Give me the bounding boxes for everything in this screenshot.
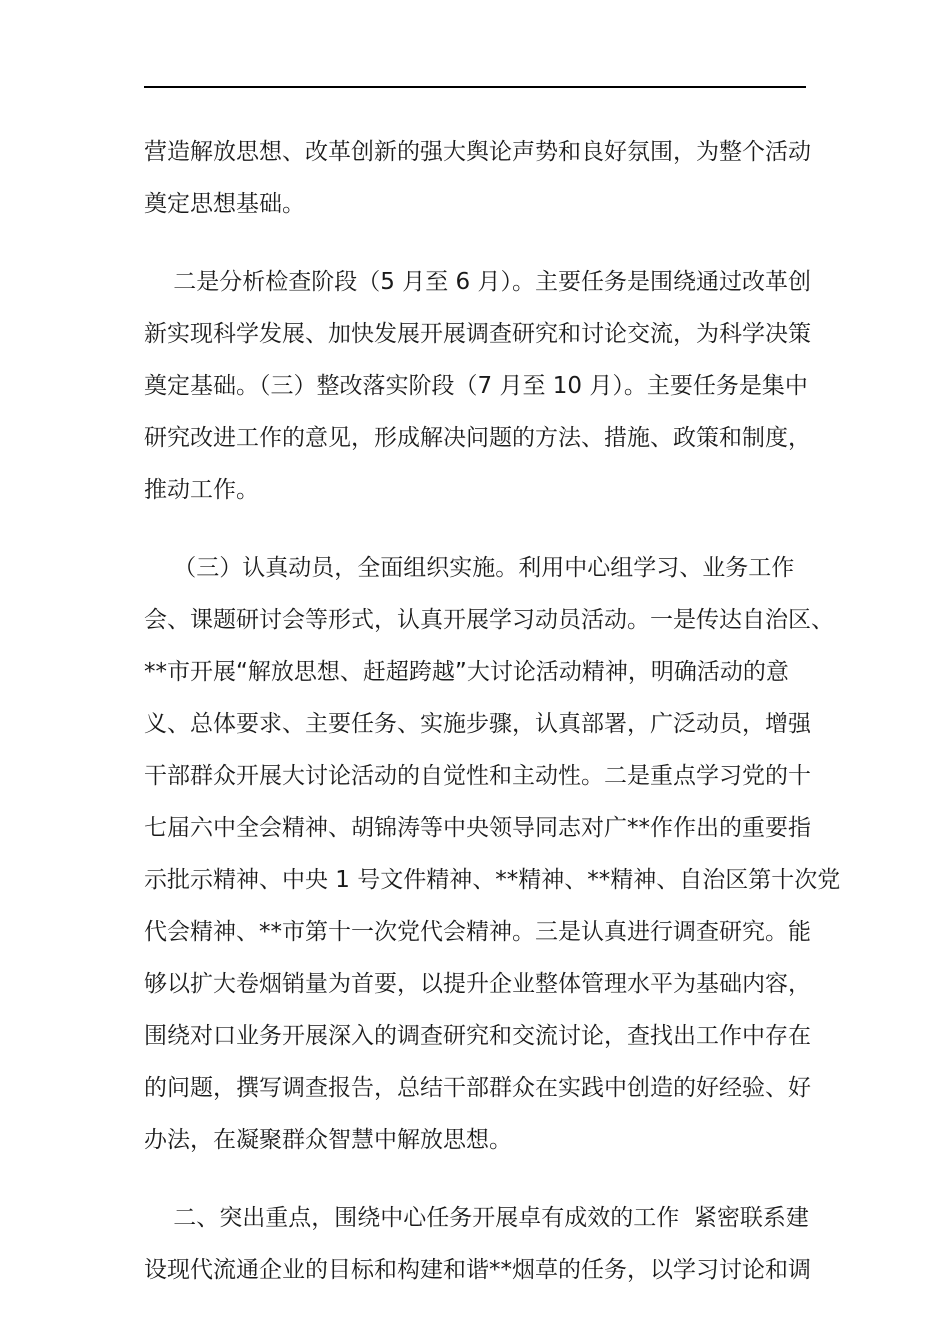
text-line: 七届六中全会精神、胡锦涛等中央领导同志对广**作作出的重要指 [144,815,811,841]
text-line: 研究改进工作的意见，形成解决问题的方法、措施、政策和制度， [144,425,811,451]
paragraph [144,542,841,1166]
text-line: 干部群众开展大讨论活动的自觉性和主动性。二是重点学习党的十 [144,763,811,789]
text-line: 办法，在凝聚群众智慧中解放思想。 [144,1127,512,1153]
paragraph [144,1192,811,1296]
text-line: 二是分析检查阶段（5 月至 6 月）。主要任务是围绕通过改革创 [144,269,811,295]
text-line: 够以扩大卷烟销量为首要，以提升企业整体管理水平为基础内容， [144,971,811,997]
text-line: **市开展“解放思想、赶超跨越”大讨论活动精神，明确活动的意 [144,659,789,685]
text-line: （三）认真动员，全面组织实施。利用中心组学习、业务工作 [144,555,795,581]
text-line: 会、课题研讨会等形式，认真开展学习动员活动。一是传达自治区、 [144,607,834,633]
paragraph [144,126,811,230]
text-line: 示批示精神、中央 1 号文件精神、**精神、**精神、自治区第十次党 [144,867,841,893]
text-line: 围绕对口业务开展深入的调查研究和交流讨论，查找出工作中存在 [144,1023,811,1049]
text-line: 奠定思想基础。 [144,191,305,217]
text-line: 营造解放思想、改革创新的强大舆论声势和良好氛围，为整个活动 [144,139,811,165]
text-line: 设现代流通企业的目标和构建和谐**烟草的任务，以学习讨论和调 [144,1257,811,1283]
text-line: 新实现科学发展、加快发展开展调查研究和讨论交流，为科学决策 [144,321,811,347]
text-line: 推动工作。 [144,477,259,503]
text-line: 奠定基础。（三）整改落实阶段（7 月至 10 月）。主要任务是集中 [144,373,808,399]
paragraph [144,256,811,516]
text-line: 的问题，撰写调查报告，总结干部群众在实践中创造的好经验、好 [144,1075,811,1101]
header-rule [144,86,806,88]
text-line: 代会精神、**市第十一次党代会精神。三是认真进行调查研究。能 [144,919,811,945]
text-line: 义、总体要求、主要任务、实施步骤，认真部署，广泛动员，增强 [144,711,811,737]
document-body [144,126,841,1296]
text-line: 二、突出重点，围绕中心任务开展卓有成效的工作 紧密联系建 [144,1205,809,1231]
